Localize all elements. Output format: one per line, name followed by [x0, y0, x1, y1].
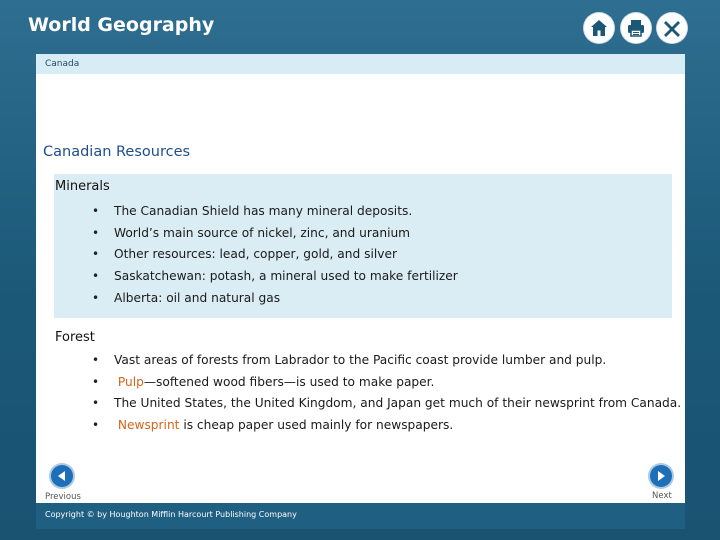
list-item: • Vast areas of forests from Labrador to the Pacific coast provide lumber and pulp.: [92, 353, 607, 367]
breadcrumb-bar: [36, 54, 685, 74]
copyright-text: Copyright © by Houghton Mifflin Harcourt Publishing Company: [45, 510, 297, 519]
list-item: • World’s main source of nickel, zinc, and uranium: [92, 225, 411, 240]
forest-heading: Forest: [55, 330, 95, 345]
term-newsprint: Newsprint: [117, 418, 180, 433]
footer-bar: [36, 503, 685, 529]
previous-button[interactable]: [51, 465, 73, 487]
term-pulp: Pulp: [117, 374, 144, 389]
list-item: • Newsprint is cheap paper used mainly for newspapers.: [92, 418, 454, 433]
slide-title: Canadian Resources: [43, 144, 191, 160]
print-icon: [626, 18, 646, 38]
list-item: • Saskatchewan: potash, a mineral used to make fertilizer: [92, 269, 458, 284]
list-item: • The United States, the United Kingdom, and Japan get much of their newsprint from Canada.: [92, 396, 682, 411]
slide-content: [36, 54, 685, 503]
previous-label[interactable]: Previous: [45, 492, 81, 502]
breadcrumb: Canada: [45, 59, 80, 69]
list-item: • The Canadian Shield has many mineral deposits.: [92, 204, 413, 218]
minerals-list: [92, 201, 458, 309]
print-button[interactable]: [621, 13, 651, 43]
close-icon: [662, 18, 682, 38]
arrow-left-icon: [56, 470, 68, 482]
home-button[interactable]: [584, 13, 614, 43]
minerals-heading: Minerals: [55, 179, 110, 194]
arrow-right-icon: [655, 470, 667, 482]
list-item: • Alberta: oil and natural gas: [92, 290, 281, 305]
close-button[interactable]: [657, 13, 687, 43]
next-button[interactable]: [650, 465, 672, 487]
forest-list: [92, 350, 681, 437]
list-item: • Other resources: lead, copper, gold, and silver: [92, 247, 397, 262]
next-label[interactable]: Next: [652, 491, 672, 501]
home-icon: [589, 18, 609, 38]
app-title: World Geography: [28, 14, 215, 36]
list-item: • Pulp—softened wood fibers—is used to make paper.: [92, 374, 435, 389]
